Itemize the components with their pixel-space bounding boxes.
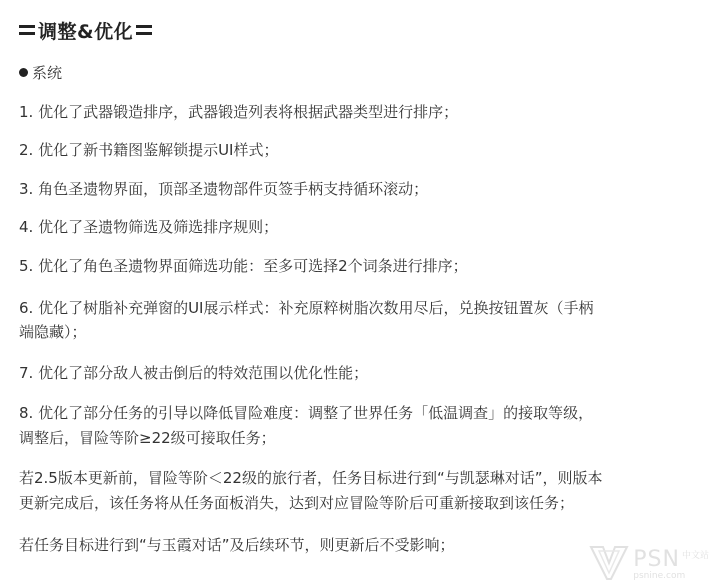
site-watermark [589, 545, 709, 581]
subsection-label-text: 系统 [32, 64, 63, 82]
psn-logo-icon [589, 545, 629, 581]
watermark-brand-suffix: 中文站 [681, 551, 709, 561]
double-bar-icon [136, 22, 152, 38]
list-item: 3. 角色圣遗物界面，顶部圣遗物部件页签手柄支持循环滚动； [19, 180, 429, 198]
section-heading-text: 调整&优化 [38, 20, 134, 43]
paragraph: 若2.5版本更新前，冒险等阶＜22级的旅行者，任务目标进行到“与凯瑟琳对话”，则版本 [19, 469, 603, 487]
section-heading [19, 17, 152, 43]
list-item: 2. 优化了新书籍图鉴解锁提示UI样式； [19, 141, 279, 159]
list-item-continuation: 端隐藏）； [19, 323, 87, 341]
list-item: 1. 优化了武器锻造排序，武器锻造列表将根据武器类型进行排序； [19, 103, 459, 121]
list-item: 5. 优化了角色圣遗物界面筛选功能：至多可选择2个词条进行排序； [19, 257, 468, 275]
double-bar-icon [19, 22, 35, 38]
list-item: 4. 优化了圣遗物筛选及筛选排序规则； [19, 218, 279, 236]
bullet-dot-icon [19, 68, 28, 77]
list-item: 6. 优化了树脂补充弹窗的UI展示样式：补充原粹树脂次数用尽后，兑换按钮置灰（手柄 [19, 299, 594, 317]
paragraph: 若任务目标进行到“与玉霞对话”及后续环节，则更新后不受影响； [19, 536, 455, 554]
list-item: 7. 优化了部分敌人被击倒后的特效范围以优化性能； [19, 364, 369, 382]
list-item-continuation: 调整后，冒险等阶≥22级可接取任务； [19, 429, 276, 447]
paragraph-continuation: 更新完成后，该任务将从任务面板消失，达到对应冒险等阶后可重新接取到该任务； [19, 494, 575, 512]
subsection-label [19, 61, 62, 85]
watermark-url: psnine.com [633, 571, 686, 581]
list-item: 8. 优化了部分任务的引导以降低冒险难度：调整了世界任务「低温调查」的接取等级， [19, 404, 594, 422]
watermark-brand: PSN [633, 547, 680, 572]
